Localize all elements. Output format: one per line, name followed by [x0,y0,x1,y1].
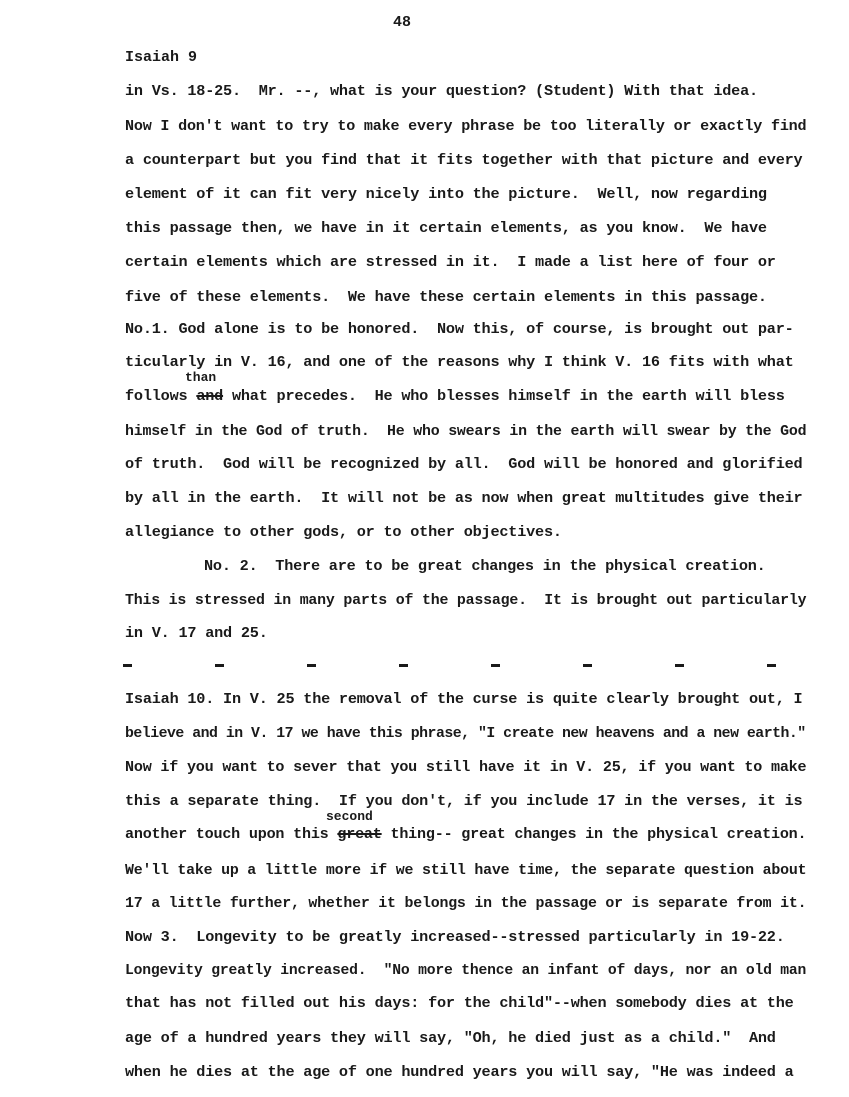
page-number: 48 [393,14,412,31]
text-line: Now if you want to sever that you still have it in V. 25, if you want to make [125,758,807,776]
text-line: believe and in V. 17 we have this phrase, "I create new heavens and a new earth." [125,724,806,742]
text-line: a counterpart but you find that it fits together with that picture and every [125,151,803,169]
text-line: ticularly in V. 16, and one of the reasons why I think V. 16 fits with what [125,353,794,371]
text-line: this passage then, we have in it certain elements, as you know. We have [125,219,767,237]
text-line: certain elements which are stressed in it. I made a list here of four or [125,253,776,271]
text-line: age of a hundred years they will say, "Oh, he died just as a child." And [125,1029,776,1047]
text-line: another touch upon this great thing-- great changes in the physical creation. [125,825,807,843]
text-line: This is stressed in many parts of the passage. It is brought out particularly [125,591,807,609]
text-line: Now 3. Longevity to be greatly increased--stressed particularly in 19-22. [125,928,785,946]
text-line: when he dies at the age of one hundred years you will say, "He was indeed a [125,1063,794,1081]
struck-word: great [337,825,382,843]
text-line: Now I don't want to try to make every phrase be too literally or exactly find [125,117,807,135]
text-line: of truth. God will be recognized by all. God will be honored and glorified [125,455,803,473]
handwritten-insertion: than [185,370,217,385]
text-line: allegiance to other gods, or to other objectives. [125,523,562,541]
text-line: We'll take up a little more if we still have time, the separate question about [125,861,807,879]
text-line: by all in the earth. It will not be as now when great multitudes give their [125,489,803,507]
text-line: No. 2. There are to be great changes in the physical creation. [204,557,766,575]
text-line: that has not filled out his days: for the child"--when somebody dies at the [125,994,794,1012]
text-line: in Vs. 18-25. Mr. --, what is your question? (Student) With that idea. [125,82,758,100]
text-line: element of it can fit very nicely into the picture. Well, now regarding [125,185,767,203]
page-heading: Isaiah 9 [125,49,198,66]
text-line: No.1. God alone is to be honored. Now this, of course, is brought out par- [125,320,794,338]
text-line: himself in the God of truth. He who swears in the earth will swear by the God [125,422,807,440]
text-line: in V. 17 and 25. [125,624,268,642]
text-line: 17 a little further, whether it belongs in the passage or is separate from it. [125,894,807,912]
struck-word: and [196,387,224,405]
text-line: follows and what precedes. He who blesses himself in the earth will bless [125,387,785,405]
text-line: five of these elements. We have these certain elements in this passage. [125,288,767,306]
text-line: this a separate thing. If you don't, if you include 17 in the verses, it is [125,792,803,810]
text-line: Longevity greatly increased. "No more thence an infant of days, nor an old man [125,961,807,979]
handwritten-insertion: second [326,809,373,824]
text-line: Isaiah 10. In V. 25 the removal of the curse is quite clearly brought out, I [125,690,803,708]
